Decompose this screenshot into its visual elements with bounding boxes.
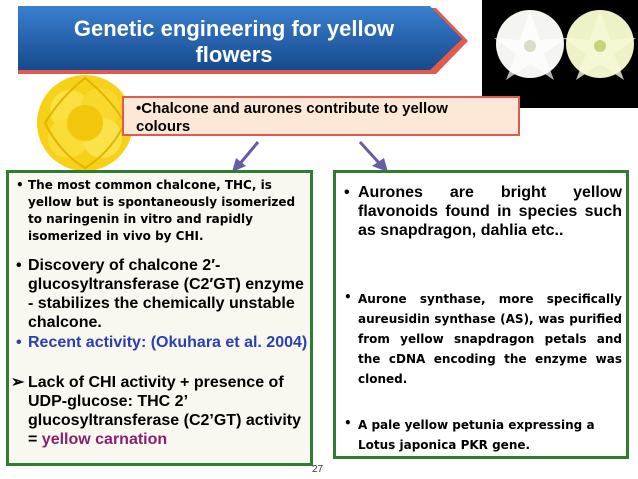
petunia-paragraph: A pale yellow petunia expressing a Lotus japonica PKR gene. [358, 418, 595, 452]
white-petunia-icon [494, 10, 566, 80]
yellow-carnation-highlight: yellow carnation [41, 431, 168, 448]
bullet-icon: • [344, 184, 350, 201]
c2gt-discovery-paragraph: Discovery of chalcone 2′-glucosyltransferase (C2′GT) enzyme - stabilizes the chemically unstable chalcone. [28, 257, 304, 331]
arrow-bullet-icon: ➢ [11, 374, 25, 391]
aurone-synthase-paragraph: Aurone synthase, more specifically aureusidin synthase (AS), was purified from yellow snapdragon petals and the cDNA encoding the enzyme was cloned. [358, 292, 622, 386]
chalcone-paragraph: The most common chalcone, THC, is yellow but is spontaneously isomerized to naringenin in vitro and rapidly isomerized in vivo by CHI. [28, 178, 296, 243]
pale-yellow-petunia-icon [564, 10, 636, 80]
yellow-carnation-paragraph [28, 373, 308, 449]
arrow-down-right-icon [356, 138, 392, 174]
bullet-icon: • [16, 334, 22, 351]
petunia-photo [482, 0, 638, 108]
bullet-icon: • [16, 178, 24, 192]
bullet-icon: • [344, 290, 352, 304]
chalcone-box [6, 170, 313, 466]
callout-box [122, 96, 520, 136]
recent-activity-paragraph: Recent activity: (Okuhara et al. 2004) [28, 334, 308, 351]
page-title: Genetic engineering for yellow flowers [73, 16, 395, 67]
callout-text: •Chalcone and aurones contribute to yellow colours [136, 100, 448, 135]
aurones-paragraph: Aurones are bright yellow flavonoids found in species such as snapdragon, dahlia etc.. [358, 184, 622, 239]
page-number: 27 [312, 464, 324, 475]
bullet-icon: • [344, 416, 352, 430]
arrow-down-left-icon [228, 138, 264, 174]
bullet-icon: • [16, 257, 22, 274]
title-banner [18, 6, 470, 76]
aurone-box [333, 170, 629, 459]
yellow-carnation-text: Lack of CHI activity + presence of UDP-glucose: THC 2’ glucosyltransferase (C2’GT) activity = [28, 374, 301, 448]
